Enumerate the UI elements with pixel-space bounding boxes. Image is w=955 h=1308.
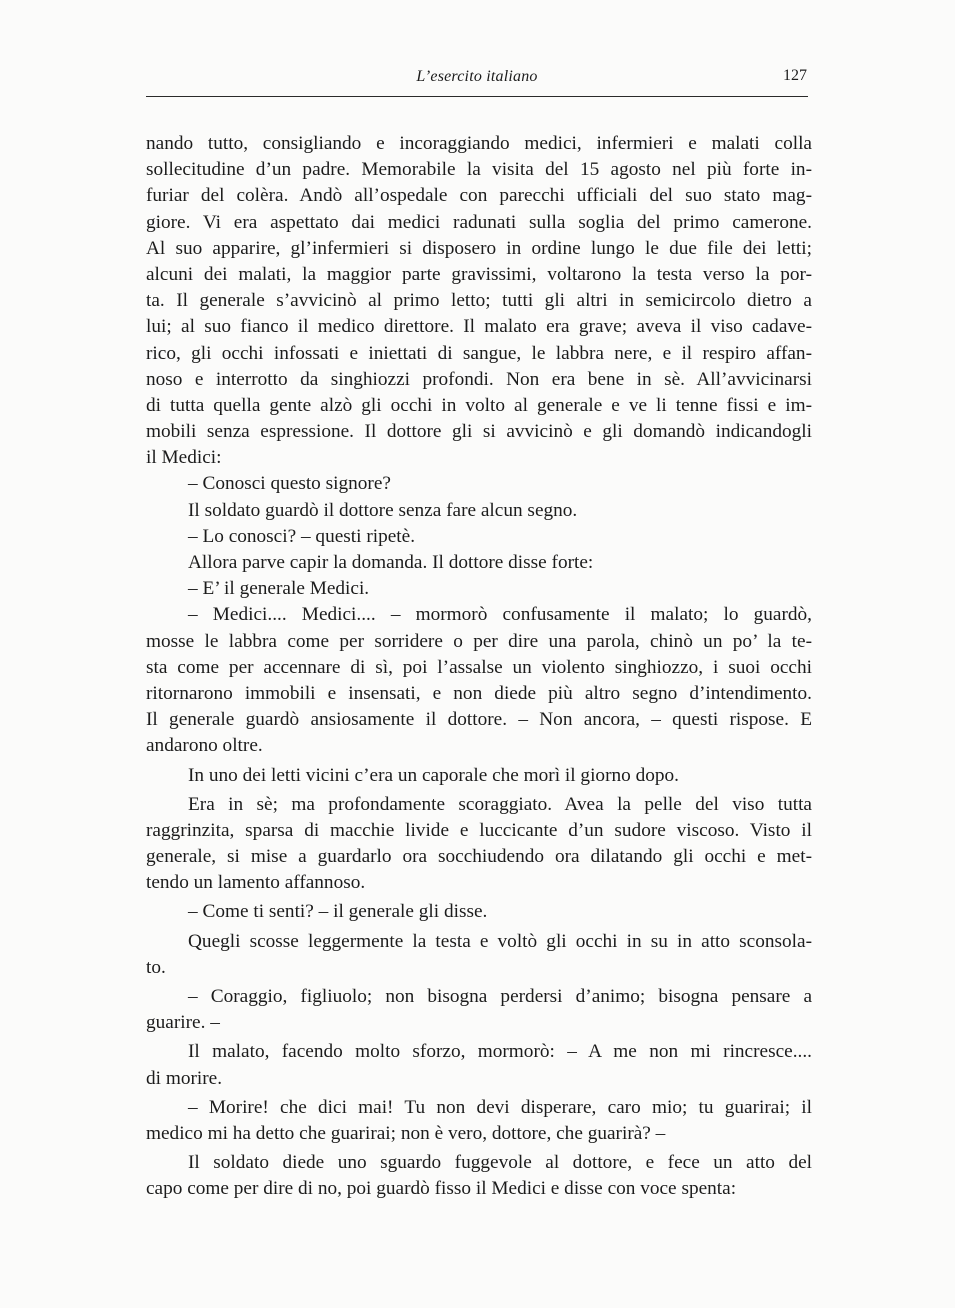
text-line: mobili senza espressione. Il dottore gli si avvicinò e gli domandò indicandogli [146,421,812,443]
page-header [146,66,808,97]
dialogue-line: – Morire! che dici mai! Tu non devi disperare, caro mio; tu guarirai; il [188,1096,812,1118]
text-line: sta come per accennare di sì, poi l’assalse un violento singhiozzo, i suoi occhi [146,656,812,678]
text-line: Allora parve capir la domanda. Il dottore disse forte: [188,552,594,573]
text-line: to. [146,956,166,978]
text-line: nando tutto, consigliando e incoraggiando medici, infermieri e malati colla [146,133,812,154]
text-line: Il soldato guardò il dottore senza fare alcun segno. [188,499,578,521]
text-line: alcuni dei malati, la maggior parte gravissimi, voltarono la testa verso la por- [146,263,812,285]
dialogue-line: – Lo conosci? – questi ripetè. [188,525,416,547]
dialogue-line: – Coraggio, figliuolo; non bisogna perdersi d’animo; bisogna pensare a [188,986,812,1007]
dialogue-line: – E’ il generale Medici. [188,578,370,600]
text-line: medico mi ha detto che guarirai; non è vero, dottore, che guarirà? – [146,1122,666,1144]
text-line: Il malato, facendo molto sforzo, mormorò: – A me non mi rincresce.... [188,1041,812,1063]
text-line: Quegli scosse leggermente la testa e voltò gli occhi in su in atto sconsola- [188,930,812,952]
text-line: guarire. – [146,1012,220,1034]
text-line: Al suo apparire, gl’infermieri si disposero in ordine lungo le due file dei letti; [146,237,812,259]
running-title: L’esercito italiano [416,68,538,85]
text-line: ritornarono immobili e insensati, e non diede più altro segno d’intendimento. [146,682,812,704]
text-line: noso e interrotto da singhiozzi profondi. Non era bene in sè. All’avvicinarsi [146,368,812,390]
page-number: 127 [783,67,807,84]
text-line: raggrinzita, sparsa di macchie livide e luccicante d’un sudore viscoso. Visto il [146,819,812,841]
text-line: capo come per dire di no, poi guardò fisso il Medici e disse con voce spenta: [146,1178,737,1200]
text-line: Era in sè; ma profondamente scoraggiato. Avea la pelle del viso tutta [188,793,812,815]
text-line: il Medici: [146,447,222,469]
text-line: giore. Vi era aspettato dai medici radunati sulla soglia del primo camerone. [146,211,812,233]
text-line: Il soldato diede uno sguardo fuggevole al dottore, e fece un atto del [188,1152,812,1174]
text-line: Il generale guardò ansiosamente il dottore. – Non ancora, – questi rispose. E [146,709,812,731]
dialogue-line: – Medici.... Medici.... – mormorò confusamente il malato; lo guardò, [188,604,812,626]
text-line: mosse le labbra come per sorridere o per dire una parola, chinò un po’ la te- [146,630,812,652]
text-line: di tutta quella gente alzò gli occhi in volto al generale e ve li tenne fissi e im- [146,394,812,416]
dialogue-line: – Come ti senti? – il generale gli disse. [188,901,488,923]
text-line: In uno dei letti vicini c’era un caporale che morì il giorno dopo. [188,764,679,786]
text-line: di morire. [146,1067,223,1089]
text-line: andarono oltre. [146,735,263,757]
text-line: ta. Il generale s’avvicinò al primo letto; tutti gli altri in semicircolo dietro a [146,290,812,312]
dialogue-line: – Conosci questo signore? [188,473,391,495]
text-line: tendo un lamento affannoso. [146,872,366,894]
text-line: furiar del colèra. Andò all’ospedale con parecchi ufficiali del suo stato mag- [146,185,812,207]
body-text [146,131,812,1203]
text-line: generale, si mise a guardarlo ora socchiudendo ora dilatando gli occhi e met- [146,846,812,868]
text-line: rico, gli occhi infossati e iniettati di sangue, le labbra nere, e il respiro affan- [146,342,812,364]
text-line: sollecitudine d’un padre. Memorabile la visita del 15 agosto nel più forte in- [146,159,812,181]
text-line: lui; al suo fianco il medico direttore. Il malato era grave; aveva il viso cadave- [146,316,812,338]
